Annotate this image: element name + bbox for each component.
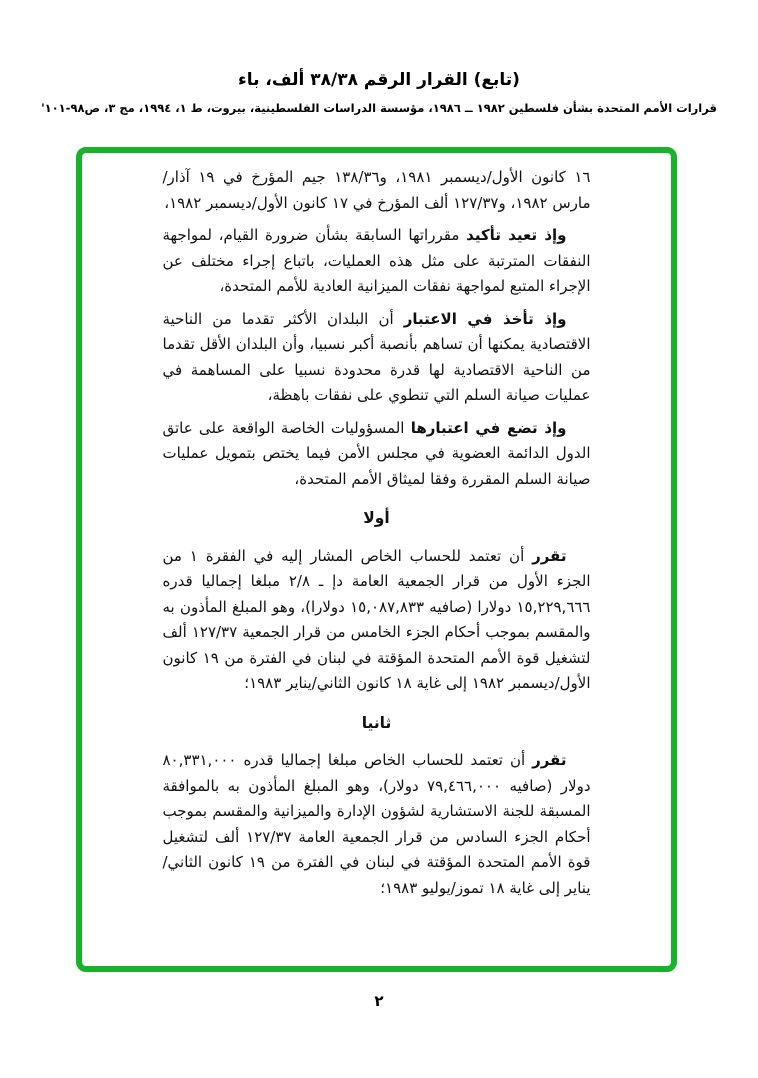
paragraph-text: ١٦ كانون الأول/ديسمبر ١٩٨١، و١٣٨/٣٦ جيم المؤرخ في ١٩ آذار/مارس ١٩٨٢، و١٢٧/٣٧ ألف المؤرخ في ١٧ كانون الأول/ديسمبر ١٩٨٢، bbox=[162, 168, 591, 212]
paragraph-lead: تقرر bbox=[532, 546, 567, 565]
paragraph-preamble bbox=[163, 416, 591, 493]
paragraph-continuation bbox=[163, 165, 591, 216]
paragraph-lead: وإذ تأخذ في الاعتبار bbox=[403, 309, 567, 328]
paragraph-preamble bbox=[163, 223, 591, 300]
paragraph-text: المسؤوليات الخاصة الواقعة على عاتق الدول الدائمة العضوية في مجلس الأمن فيما يختص بتمويل عمليات صيانة السلم المقررة وفقا لميثاق الأمم المتحدة، bbox=[162, 418, 591, 488]
paragraph-operative bbox=[163, 748, 591, 901]
page-number: ٢ bbox=[374, 992, 384, 1010]
document-body bbox=[163, 153, 591, 901]
paragraph-preamble bbox=[163, 307, 591, 409]
paragraph-lead: تقرر bbox=[532, 751, 567, 769]
source-citation-line: قرارات الأمم المتحدة بشأن فلسطين ١٩٨٢ ــ ١٩٨٦، مؤسسة الدراسات الفلسطينية، بيروت، ط ١، ١٩٩٤، مج ٣، ص٩٨-١٠١' bbox=[41, 101, 717, 115]
paragraph-lead: وإذ تضع في اعتبارها bbox=[410, 418, 567, 437]
paragraph-lead: وإذ تعيد تأكيد bbox=[466, 226, 567, 244]
paragraph-text: أن البلدان الأكثر تقدما من الناحية الاقتصادية يمكنها أن تساهم بأنصبة أكبر نسبيا، وأن البلدان الأقل تقدما من الناحية الاقتصادية لها قدرة محدودة نسبيا على المساهمة في عمليات صيانة السلم التي تنطوي على نفقات باهظة، bbox=[162, 309, 591, 404]
section-heading-second: ثانيا bbox=[361, 713, 392, 732]
section-heading-first: أولا bbox=[363, 509, 390, 527]
paragraph-operative bbox=[163, 544, 591, 697]
paragraph-text: أن تعتمد للحساب الخاص المشار إليه في الفقرة ١ من الجزء الأول من قرار الجمعية العامة دإ ـ ٢/٨ مبلغا إجماليا قدره ١٥,٢٢٩,٦٦٦ دولارا (صافيه ١٥,٠٨٧,٨٣٣ دولارا)، وهو المبلغ المأذون به والمقسم بموجب أحكام الجزء الخامس من قرار الجمعية ١٢٧/٣٧ ألف لتشغيل قوة الأمم المتحدة المؤقتة في لبنان في الفترة من ١٩ كانون الأول/ديسمبر ١٩٨٢ إلى غاية ١٨ كانون الثاني/يناير ١٩٨٣؛ bbox=[162, 546, 591, 692]
paragraph-text: أن تعتمد للحساب الخاص مبلغا إجماليا قدره ٨٠,٣٣١,٠٠٠ دولار (صافيه ٧٩,٤٦٦,٠٠٠ دولار)، وهو المبلغ المأذون به بالموافقة المسبقة للجنة الاستشارية لشؤون الإدارة والميزانية والمقسم بموجب أحكام الجزء السادس من قرار الجمعية العامة ١٢٧/٣٧ ألف لتشغيل قوة الأمم المتحدة المؤقتة في لبنان في الفترة من ١٩ كانون الثاني/يناير إلى غاية ١٨ تموز/يوليو ١٩٨٣؛ bbox=[162, 751, 591, 897]
document-header bbox=[0, 0, 758, 115]
page-title: (تابع) القرار الرقم ٣٨/٣٨ ألف، باء bbox=[238, 70, 520, 90]
paragraph-text: مقرراتها السابقة بشأن ضرورة القيام، لمواجهة النفقات المترتبة على مثل هذه العمليات، باتباع إجراء مختلف عن الإجراء المتبع لمواجهة نفقات الميزانية العادية للأمم المتحدة، bbox=[162, 226, 591, 295]
annotation-highlight-box bbox=[76, 147, 677, 972]
